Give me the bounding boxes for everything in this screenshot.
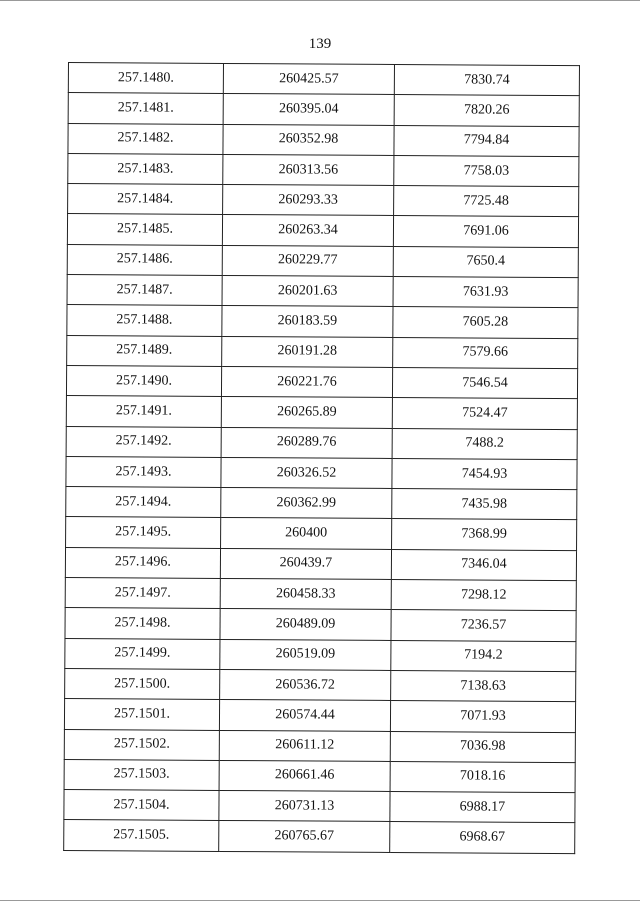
- point-number-cell: 257.1487.: [67, 275, 222, 306]
- table-row: [65, 638, 576, 671]
- point-number-cell: 257.1494.: [66, 487, 221, 518]
- y-coordinate-cell: 7454.93: [392, 458, 577, 489]
- scan-edge-bottom: [0, 900, 640, 901]
- x-coordinate-cell: 260731.13: [219, 791, 390, 822]
- x-coordinate-cell: 260313.56: [223, 154, 394, 185]
- point-number-cell: 257.1495.: [66, 517, 221, 548]
- table-row: [65, 668, 576, 701]
- point-number-cell: 257.1499.: [65, 638, 220, 669]
- y-coordinate-cell: 7036.98: [390, 731, 575, 762]
- point-number-cell: 257.1480.: [68, 63, 223, 94]
- table-row: [66, 487, 577, 520]
- point-number-cell: 257.1484.: [68, 184, 223, 215]
- x-coordinate-cell: 260536.72: [220, 669, 391, 700]
- x-coordinate-cell: 260489.09: [220, 609, 391, 640]
- point-number-cell: 257.1489.: [67, 335, 222, 366]
- x-coordinate-cell: 260221.76: [221, 366, 392, 397]
- table-row: [68, 184, 579, 217]
- x-coordinate-cell: 260519.09: [220, 639, 391, 670]
- x-coordinate-cell: 260191.28: [222, 336, 393, 367]
- x-coordinate-cell: 260183.59: [222, 306, 393, 337]
- y-coordinate-cell: 7138.63: [391, 670, 576, 701]
- x-coordinate-cell: 260661.46: [219, 760, 390, 791]
- table-row: [66, 365, 577, 398]
- coordinate-table: [63, 62, 580, 854]
- y-coordinate-cell: 6988.17: [390, 792, 575, 823]
- y-coordinate-cell: 7794.84: [394, 125, 579, 156]
- table-row: [64, 820, 575, 853]
- y-coordinate-cell: 7346.04: [391, 549, 576, 580]
- point-number-cell: 257.1481.: [68, 93, 223, 124]
- x-coordinate-cell: 260458.33: [220, 578, 391, 609]
- y-coordinate-cell: 7579.66: [393, 337, 578, 368]
- table-row: [68, 153, 579, 186]
- y-coordinate-cell: 7298.12: [391, 580, 576, 611]
- y-coordinate-cell: 7830.74: [394, 64, 579, 95]
- table-row: [67, 244, 578, 277]
- y-coordinate-cell: 7071.93: [390, 701, 575, 732]
- table-row: [65, 608, 576, 641]
- table-row: [67, 275, 578, 308]
- scan-edge-top: [0, 0, 640, 1]
- y-coordinate-cell: 7368.99: [392, 519, 577, 550]
- y-coordinate-cell: 7435.98: [392, 489, 577, 520]
- y-coordinate-cell: 7820.26: [394, 95, 579, 126]
- table-row: [65, 547, 576, 580]
- table-row: [68, 63, 579, 96]
- x-coordinate-cell: 260201.63: [222, 276, 393, 307]
- table-row: [64, 729, 575, 762]
- point-number-cell: 257.1485.: [67, 214, 222, 245]
- y-coordinate-cell: 7691.06: [393, 216, 578, 247]
- table-row: [66, 517, 577, 550]
- table-row: [67, 305, 578, 338]
- x-coordinate-cell: 260229.77: [222, 245, 393, 276]
- x-coordinate-cell: 260362.99: [221, 488, 392, 519]
- y-coordinate-cell: 7725.48: [394, 186, 579, 217]
- y-coordinate-cell: 7631.93: [393, 277, 578, 308]
- x-coordinate-cell: 260265.89: [221, 397, 392, 428]
- y-coordinate-cell: 7194.2: [391, 640, 576, 671]
- point-number-cell: 257.1491.: [66, 396, 221, 427]
- x-coordinate-cell: 260425.57: [223, 63, 394, 94]
- point-number-cell: 257.1505.: [64, 820, 219, 851]
- table-row: [66, 426, 577, 459]
- point-number-cell: 257.1483.: [68, 153, 223, 184]
- table-row: [67, 214, 578, 247]
- x-coordinate-cell: 260289.76: [221, 427, 392, 458]
- y-coordinate-cell: 7650.4: [393, 246, 578, 277]
- table-body: [64, 63, 580, 854]
- x-coordinate-cell: 260765.67: [219, 821, 390, 852]
- point-number-cell: 257.1493.: [66, 456, 221, 487]
- table-row: [68, 123, 579, 156]
- x-coordinate-cell: 260293.33: [223, 185, 394, 216]
- point-number-cell: 257.1502.: [64, 729, 219, 760]
- table-row: [64, 759, 575, 792]
- x-coordinate-cell: 260263.34: [222, 215, 393, 246]
- table-row: [66, 456, 577, 489]
- y-coordinate-cell: 7546.54: [392, 367, 577, 398]
- y-coordinate-cell: 7524.47: [392, 398, 577, 429]
- point-number-cell: 257.1498.: [65, 608, 220, 639]
- y-coordinate-cell: 7488.2: [392, 428, 577, 459]
- y-coordinate-cell: 7758.03: [394, 155, 579, 186]
- y-coordinate-cell: 7018.16: [390, 761, 575, 792]
- point-number-cell: 257.1488.: [67, 305, 222, 336]
- y-coordinate-cell: 7605.28: [393, 307, 578, 338]
- point-number-cell: 257.1496.: [65, 547, 220, 578]
- x-coordinate-cell: 260326.52: [221, 457, 392, 488]
- x-coordinate-cell: 260400: [221, 518, 392, 549]
- point-number-cell: 257.1501.: [64, 699, 219, 730]
- point-number-cell: 257.1504.: [64, 790, 219, 821]
- point-number-cell: 257.1490.: [66, 365, 221, 396]
- point-number-cell: 257.1482.: [68, 123, 223, 154]
- point-number-cell: 257.1492.: [66, 426, 221, 457]
- table-row: [64, 699, 575, 732]
- table-row: [66, 396, 577, 429]
- x-coordinate-cell: 260574.44: [219, 700, 390, 731]
- table-row: [68, 93, 579, 126]
- table-row: [67, 335, 578, 368]
- point-number-cell: 257.1500.: [65, 668, 220, 699]
- x-coordinate-cell: 260611.12: [219, 730, 390, 761]
- point-number-cell: 257.1486.: [67, 244, 222, 275]
- table-row: [65, 578, 576, 611]
- y-coordinate-cell: 7236.57: [391, 610, 576, 641]
- point-number-cell: 257.1503.: [64, 759, 219, 790]
- page-number: 139: [308, 36, 332, 52]
- x-coordinate-cell: 260395.04: [223, 94, 394, 125]
- table-row: [64, 790, 575, 823]
- point-number-cell: 257.1497.: [65, 578, 220, 609]
- y-coordinate-cell: 6968.67: [390, 822, 575, 853]
- x-coordinate-cell: 260352.98: [223, 124, 394, 155]
- x-coordinate-cell: 260439.7: [220, 548, 391, 579]
